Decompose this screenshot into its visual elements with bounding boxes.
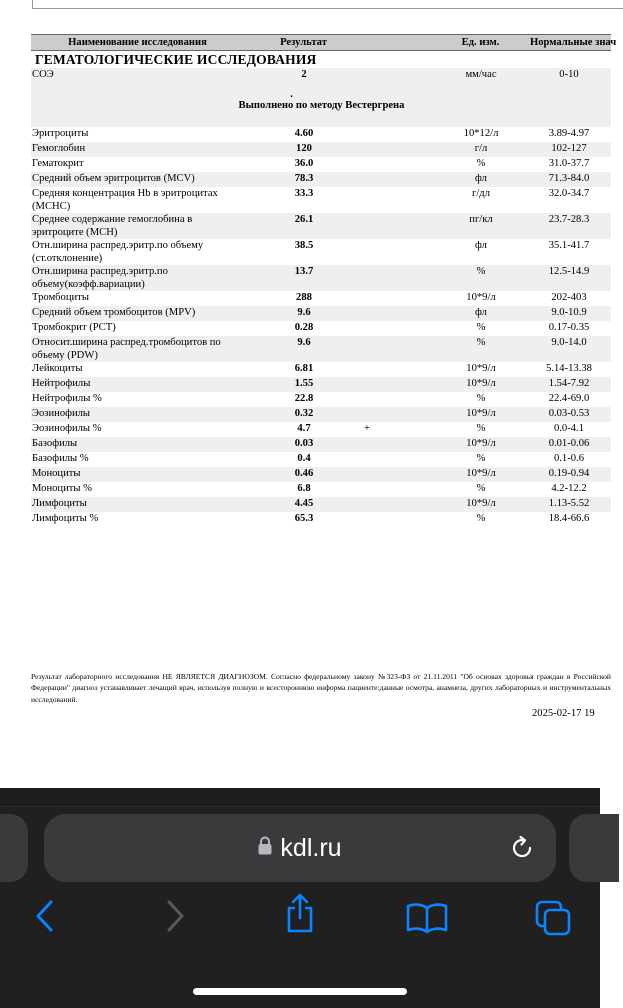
row-flag (363, 467, 435, 482)
row-flag (363, 377, 435, 392)
row-norm: 3.89-4.97 (548, 128, 590, 139)
row-name: Эозинофилы % (32, 423, 102, 434)
row-norm: 0.19-0.94 (526, 467, 611, 482)
row-unit: фл (475, 240, 487, 251)
row-value: 4.60 (294, 128, 314, 139)
row-name: Отн.ширина распред.эритр.по объему (ст.отклонение) (32, 240, 204, 264)
row-unit: 10*9/л (435, 467, 526, 482)
row-name: Нейтрофилы % (32, 393, 102, 404)
row-unit: % (476, 423, 486, 434)
header-unit: Ед. изм. (435, 35, 526, 51)
table-row (31, 452, 611, 467)
next-tab-preview[interactable] (569, 814, 619, 882)
row-flag (363, 336, 435, 362)
table-row (31, 213, 611, 239)
row-flag (363, 482, 435, 497)
row-flag (363, 157, 435, 172)
row-unit: 10*12/л (463, 128, 499, 139)
row-flag (363, 291, 435, 306)
row-unit: г/л (435, 142, 526, 157)
row-flag (363, 321, 435, 336)
table-row-soe (31, 68, 611, 83)
row-unit: % (476, 322, 486, 333)
section-title-row (31, 51, 611, 69)
row-norm: 4.2-12.2 (551, 483, 587, 494)
safari-toolbar (0, 788, 600, 1008)
table-row (31, 512, 611, 527)
row-unit: % (476, 513, 486, 524)
table-row (31, 187, 611, 213)
row-name: Среднее содержание гемоглобина в эритроците (MCH) (31, 213, 244, 239)
row-value: 38.5 (294, 240, 314, 251)
row-unit: пг/кл (435, 213, 526, 239)
row-value: 6.81 (294, 363, 314, 374)
row-flag (363, 306, 435, 321)
header-box-edge (32, 0, 623, 9)
row-unit: фл (435, 306, 526, 321)
row-value: 2 (244, 68, 363, 83)
row-unit: % (476, 483, 486, 494)
table-row (31, 291, 611, 306)
row-norm: 35.1-41.7 (548, 240, 590, 251)
row-flag (363, 497, 435, 512)
results-table (31, 34, 617, 527)
row-norm: 22.4-69.0 (548, 393, 590, 404)
table-row (31, 362, 611, 377)
row-value: 0.46 (244, 467, 363, 482)
address-text-wrap[interactable] (44, 814, 556, 882)
row-name: Эритроциты (32, 128, 89, 139)
previous-tab-preview[interactable] (0, 814, 28, 882)
row-value: 6.8 (297, 483, 311, 494)
row-name: СОЭ (31, 68, 244, 83)
row-value: 0.28 (294, 322, 314, 333)
row-unit: % (476, 453, 486, 464)
row-name: Лейкоциты (32, 363, 83, 374)
tabs-icon[interactable] (535, 900, 573, 943)
row-norm: 0.1-0.6 (553, 453, 584, 464)
method-note: Выполнено по методу Вестергрена (238, 100, 405, 111)
address-bar[interactable] (44, 814, 556, 882)
method-note-wrap (32, 83, 611, 112)
row-unit: % (435, 336, 526, 362)
method-dot: . (290, 89, 293, 100)
row-flag (363, 127, 435, 142)
table-row (31, 321, 611, 336)
row-name: Средний объем тромбоцитов (MPV) (31, 306, 244, 321)
url-text[interactable]: kdl.ru (280, 834, 342, 862)
row-value: 78.3 (244, 172, 363, 187)
row-name: Тромбокрит (PCT) (32, 322, 116, 333)
row-name: Относит.ширина распред.тромбоцитов по объему (PDW) (31, 336, 244, 362)
row-unit: мм/час (435, 68, 526, 83)
row-unit: г/дл (472, 188, 490, 199)
row-name: Гематокрит (32, 158, 84, 169)
table-row (31, 265, 611, 291)
row-flag: + (364, 423, 370, 434)
share-icon[interactable] (284, 892, 316, 939)
row-flag (363, 187, 435, 213)
row-flag (363, 407, 435, 422)
row-name: Базофилы (31, 437, 244, 452)
table-row (31, 336, 611, 362)
row-value: 120 (244, 142, 363, 157)
back-icon[interactable] (33, 898, 57, 939)
row-unit: 10*9/л (466, 292, 496, 303)
row-flag (363, 213, 435, 239)
section-title: ГЕМАТОЛОГИЧЕСКИЕ ИССЛЕДОВАНИЯ (35, 52, 317, 67)
table-row (31, 157, 611, 172)
row-name: Отн.ширина распред.эритр.по объему(коэфф.вариации) (31, 265, 244, 291)
method-note-cell (31, 83, 611, 127)
row-value: 0.4 (297, 453, 311, 464)
table-row (31, 467, 611, 482)
bookmarks-icon[interactable] (406, 902, 448, 939)
row-name: Средняя концентрация Hb в эритроцитах (MCHC) (32, 188, 218, 212)
row-flag (363, 239, 435, 265)
row-flag (363, 362, 435, 377)
row-norm: 0-10 (526, 68, 611, 83)
row-norm: 202-403 (551, 292, 587, 303)
row-value: 36.0 (294, 158, 314, 169)
table-row (31, 127, 611, 142)
report-date: 2025-02-17 19 (532, 708, 595, 719)
row-norm: 71.3-84.0 (526, 172, 611, 187)
reload-icon[interactable] (508, 834, 536, 867)
row-norm: 102-127 (526, 142, 611, 157)
row-norm: 32.0-34.7 (548, 188, 590, 199)
row-unit: % (476, 158, 486, 169)
row-norm: 0.01-0.06 (526, 437, 611, 452)
row-norm: 9.0-14.0 (526, 336, 611, 362)
row-value: 0.03 (244, 437, 363, 452)
row-value: 9.6 (244, 306, 363, 321)
row-value: 33.3 (294, 188, 314, 199)
row-value: 288 (296, 292, 312, 303)
row-norm: 18.4-66.6 (548, 513, 590, 524)
row-norm: 1.54-7.92 (526, 377, 611, 392)
row-unit: % (435, 265, 526, 291)
row-norm: 1.13-5.52 (526, 497, 611, 512)
row-name: Средний объем эритроцитов (MCV) (31, 172, 244, 187)
header-flag (363, 35, 435, 51)
row-unit: 10*9/л (435, 437, 526, 452)
lock-icon (258, 813, 272, 881)
row-name: Моноциты (31, 467, 244, 482)
row-unit: 10*9/л (435, 407, 526, 422)
table-row (31, 482, 611, 497)
row-norm: 0.17-0.35 (548, 322, 590, 333)
row-name: Базофилы % (32, 453, 89, 464)
row-value: 1.55 (244, 377, 363, 392)
table-row (31, 172, 611, 187)
row-flag (363, 265, 435, 291)
row-norm: 31.0-37.7 (548, 158, 590, 169)
table-row (31, 407, 611, 422)
header-norm: Нормальные знач (526, 35, 611, 51)
disclaimer-text: Результат лабораторного исследования НЕ ЯВЛЯЕТСЯ ДИАГНОЗОМ. Согласно федеральному закону №323-ФЗ от 21.11.2011 "Об основах здоровья граждан в Российской Федерации" диагноз устанавливает лечащий врач, используя полную и всестороннюю информа пациенте:данные осмотра, анамнеза, других лабораторных и инструментальных исследований. (31, 672, 611, 704)
row-value: 65.3 (294, 513, 314, 524)
row-flag (363, 172, 435, 187)
row-flag (363, 512, 435, 527)
table-header-row (31, 35, 611, 51)
table-row (31, 142, 611, 157)
row-norm: 0.03-0.53 (526, 407, 611, 422)
row-name: Гемоглобин (31, 142, 244, 157)
table-row (31, 422, 611, 437)
row-unit: 10*9/л (435, 377, 526, 392)
table-row (31, 497, 611, 512)
row-unit: 10*9/л (435, 497, 526, 512)
row-flag (363, 437, 435, 452)
table-row (31, 239, 611, 265)
row-value: 13.7 (244, 265, 363, 291)
forward-icon[interactable] (163, 898, 187, 939)
table-row (31, 392, 611, 407)
row-value: 9.6 (244, 336, 363, 362)
home-indicator (193, 988, 407, 995)
row-value: 0.32 (244, 407, 363, 422)
row-value: 22.8 (294, 393, 314, 404)
row-value: 4.45 (244, 497, 363, 512)
row-flag (363, 452, 435, 467)
header-name: Наименование исследования (31, 35, 244, 51)
toolbar-top-strip (0, 788, 600, 807)
table-row (31, 377, 611, 392)
row-norm: 0.0-4.1 (553, 423, 584, 434)
row-unit: фл (435, 172, 526, 187)
row-norm: 12.5-14.9 (526, 265, 611, 291)
table-row (31, 306, 611, 321)
row-name: Лимфоциты % (32, 513, 99, 524)
row-unit: % (476, 393, 486, 404)
row-norm: 5.14-13.38 (546, 363, 592, 374)
row-norm: 23.7-28.3 (526, 213, 611, 239)
row-value: 4.7 (297, 423, 311, 434)
row-name: Лимфоциты (31, 497, 244, 512)
method-note-row (31, 83, 611, 127)
row-norm: 9.0-10.9 (526, 306, 611, 321)
row-unit: 10*9/л (466, 363, 496, 374)
row-name: Тромбоциты (32, 292, 89, 303)
row-value: 26.1 (244, 213, 363, 239)
row-name: Эозинофилы (31, 407, 244, 422)
row-flag (363, 68, 435, 83)
row-flag (363, 392, 435, 407)
table-row (31, 437, 611, 452)
row-name: Нейтрофилы (31, 377, 244, 392)
row-name: Моноциты % (32, 483, 92, 494)
header-result: Результат (244, 35, 363, 51)
row-flag (363, 142, 435, 157)
